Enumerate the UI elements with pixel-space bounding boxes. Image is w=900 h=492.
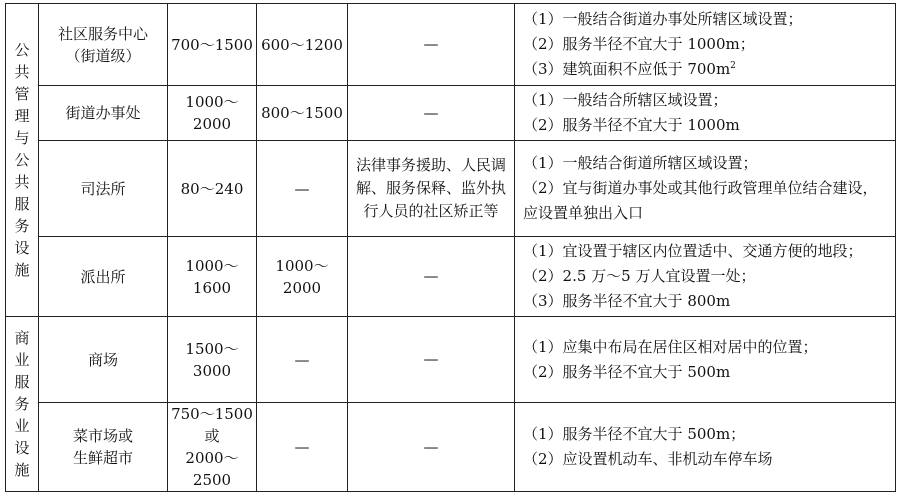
facility-name-cell	[39, 237, 168, 317]
facility-name-cell	[39, 86, 168, 141]
facility-name: 派出所	[80, 267, 126, 286]
area-value: 2000～2500	[185, 449, 239, 489]
category-cell	[6, 4, 39, 317]
service-content-cell: —	[348, 237, 515, 317]
facility-name: 社区服务中心	[57, 24, 148, 43]
note-line: （2）应设置机动车、非机动车停车场	[523, 450, 773, 468]
building-area-cell	[168, 403, 257, 492]
facility-name-cell	[39, 4, 168, 86]
setting-requirements-cell	[515, 317, 896, 403]
building-area-cell: 700～1500	[168, 4, 257, 86]
facility-name: 商场	[87, 350, 118, 369]
service-content-cell: 法律事务援助、人民调解、服务保释、监外执行人员的社区矫正等	[348, 141, 515, 237]
table-row	[6, 403, 896, 492]
table-row	[6, 141, 896, 237]
building-area-cell: 80～240	[168, 141, 257, 237]
service-content-cell: —	[348, 403, 515, 492]
land-area-cell: 800～1500	[257, 86, 348, 141]
facility-name-cell	[39, 403, 168, 492]
setting-requirements-cell	[515, 237, 896, 317]
note-line: （1）一般结合街道所辖区域设置；	[523, 154, 758, 172]
facility-name: 菜市场或	[72, 427, 133, 445]
note-line: （3）服务半径不宜大于 800m	[523, 292, 731, 310]
table-row	[6, 237, 896, 317]
facility-name-sub: 生鲜超市	[72, 449, 133, 467]
land-area-cell: —	[257, 403, 348, 492]
note-line: （1）一般结合所辖区域设置；	[523, 91, 728, 109]
note-line: （1）应集中布局在居住区相对居中的位置；	[523, 337, 818, 356]
building-area-cell: 1000～2000	[168, 86, 257, 141]
service-content-cell: —	[348, 86, 515, 141]
facility-name-cell	[39, 317, 168, 403]
note-line: （2）服务半径不宜大于 500m	[523, 362, 731, 381]
setting-requirements-cell	[515, 86, 896, 141]
table-row	[6, 86, 896, 141]
setting-requirements-cell	[515, 4, 896, 86]
facility-name: 司法所	[80, 179, 126, 198]
table-row	[6, 317, 896, 403]
note-line: （2）宜与街道办事处或其他行政管理单位结合建设，应设置单独出入口	[523, 179, 878, 222]
land-area-cell: 1000～2000	[257, 237, 348, 317]
building-area-cell: 1500～3000	[168, 317, 257, 403]
facility-name-cell	[39, 141, 168, 237]
note-line: （1）服务半径不宜大于 500m；	[523, 425, 746, 443]
service-content-cell: —	[348, 317, 515, 403]
area-value: 750～1500 或	[171, 405, 253, 445]
facility-table	[5, 3, 896, 492]
facility-name: 街道办事处	[65, 104, 141, 122]
category-cell	[6, 317, 39, 492]
note-line: （2）服务半径不宜大于 1000m	[523, 116, 740, 134]
note-line: （1）宜设置于辖区内位置适中、交通方便的地段；	[523, 242, 863, 260]
category-label: 公共管理与公共服务设施	[14, 41, 30, 279]
note-line: （2）2.5 万～5 万人宜设置一处；	[523, 267, 756, 285]
service-content-cell: —	[348, 4, 515, 86]
land-area-cell: —	[257, 317, 348, 403]
facility-name-sub: （街道级）	[65, 46, 141, 65]
land-area-cell: 600～1200	[257, 4, 348, 86]
note-line: （1）一般结合街道办事处所辖区域设置；	[523, 10, 803, 28]
setting-requirements-cell	[515, 403, 896, 492]
setting-requirements-cell	[515, 141, 896, 237]
category-label: 商业服务业设施	[14, 329, 30, 479]
building-area-cell: 1000～1600	[168, 237, 257, 317]
note-line: （2）服务半径不宜大于 1000m；	[523, 35, 755, 53]
land-area-cell: —	[257, 141, 348, 237]
table-row	[6, 4, 896, 86]
superscript: 2	[730, 61, 736, 71]
note-line	[523, 57, 889, 82]
note-text: （3）建筑面积不应低于 700m	[523, 60, 731, 78]
